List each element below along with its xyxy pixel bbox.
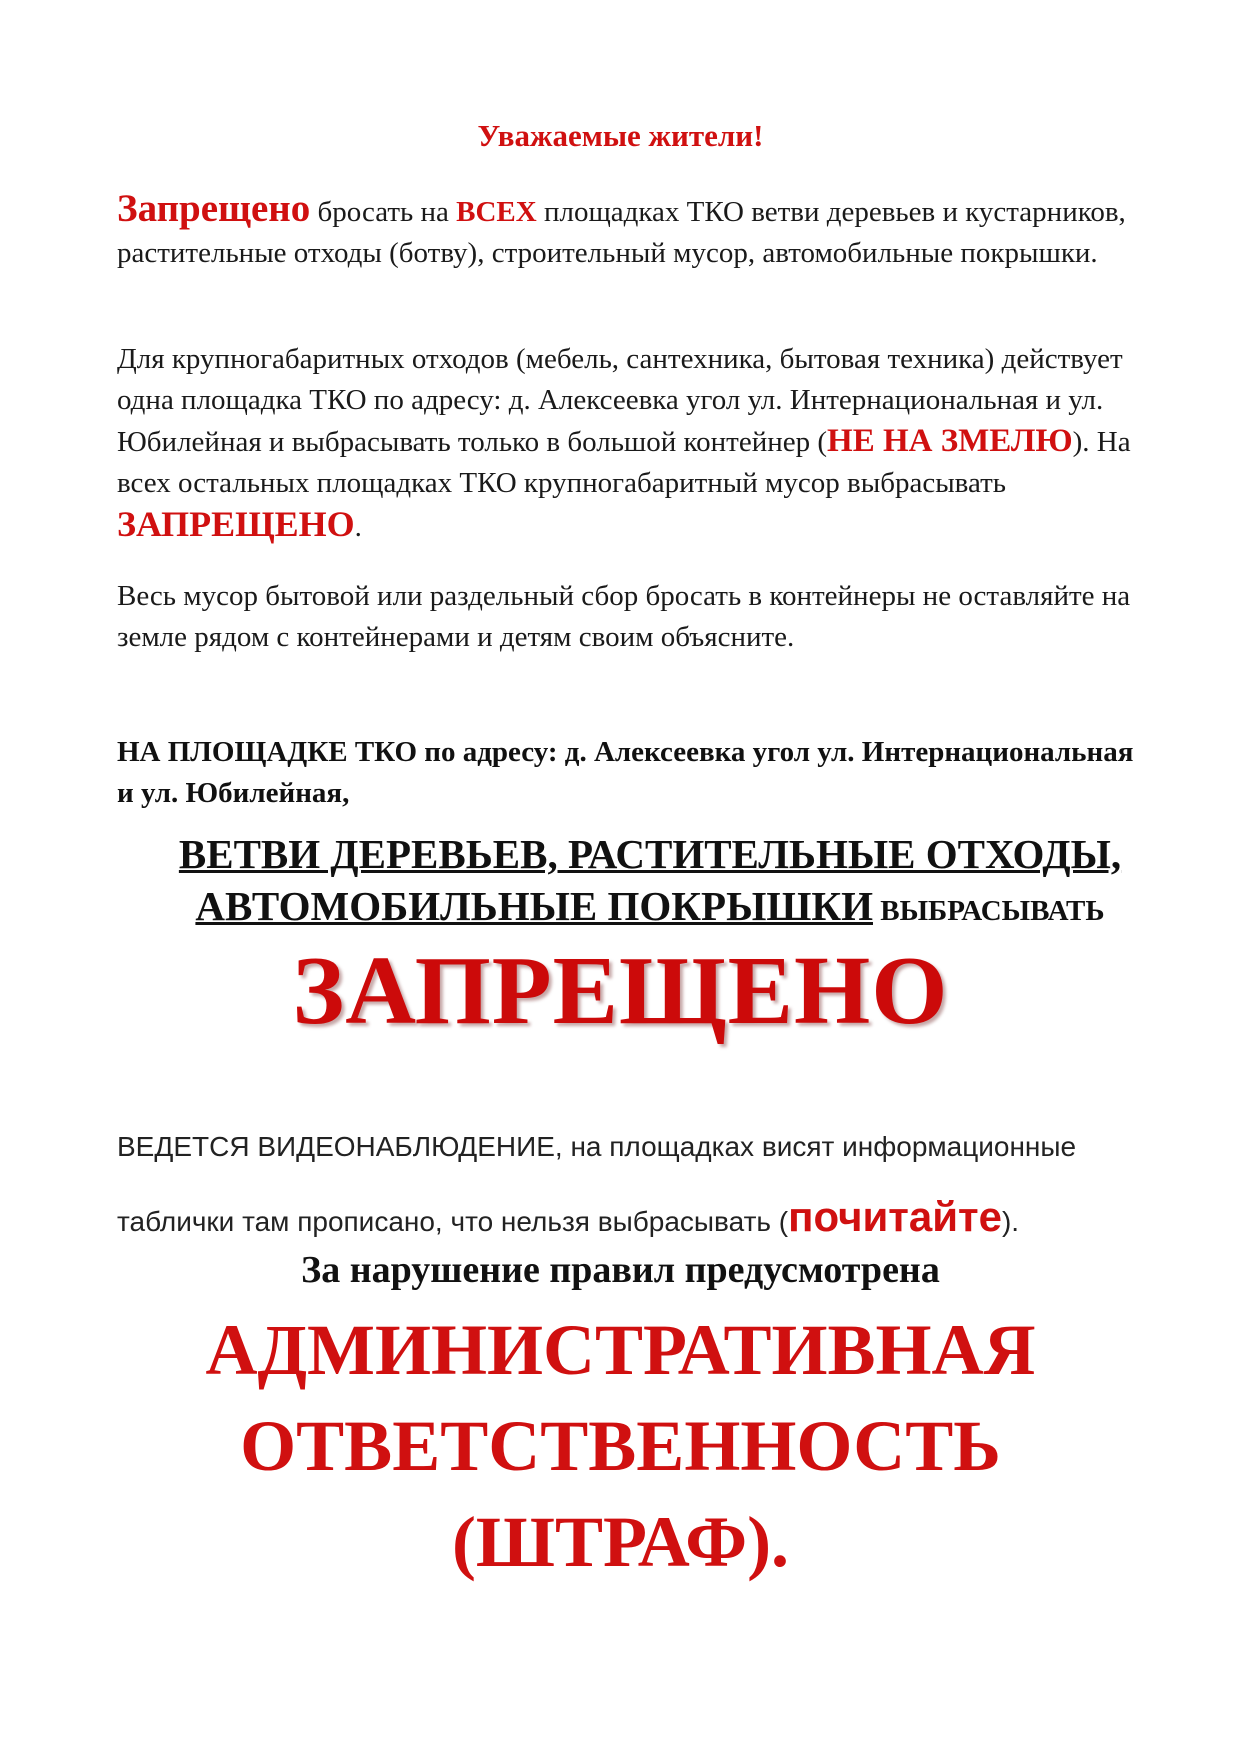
bulky-waste-paragraph — [117, 339, 1147, 548]
video-surveillance-paragraph — [117, 1112, 1147, 1257]
not-on-ground-warning: НЕ НА ЗМЕЛЮ — [827, 423, 1073, 459]
ban-paragraph — [117, 188, 1147, 274]
greeting-heading: Уважаемые жители! — [477, 118, 764, 153]
headline-line1: ВЕТВИ ДЕРЕВЬЕВ, РАСТИТЕЛЬНЫЕ ОТХОДЫ, — [178, 831, 1122, 877]
bulky-text-part1: Для крупногабаритных отходов (мебель, сантехника, бытовая техника) действует одна площадка ТКО по адресу: д. Алексеевка угол ул. Интернациональная и ул. Юбилейная и выбрасывать только в большой контейнер ( — [117, 343, 1123, 458]
surveillance-text: ВЕДЕТСЯ ВИДЕОНАБЛЮДЕНИЕ, на площадках висят информационные таблички там прописано, что нельзя выбрасывать ( — [117, 1131, 1077, 1237]
headline-line2-tail: ВЫБРАСЫВАТЬ — [872, 895, 1105, 927]
prohibited-items-headline — [150, 828, 1150, 932]
violation-text: За нарушение правил предусмотрена — [301, 1249, 940, 1291]
containers-paragraph: Весь мусор бытовой или раздельный сбор бросать в контейнеры не оставляйте на земле рядом с контейнерами и детям своим объясните. — [117, 580, 1131, 653]
ban-lead-word: Запрещено — [117, 187, 311, 230]
liability-line1: АДМИНИСТРАТИВНАЯ — [205, 1310, 1036, 1390]
ban-text-part1: бросать на — [310, 196, 457, 228]
liability-banner — [0, 1302, 1241, 1590]
headline-line2: АВТОМОБИЛЬНЫЕ ПОКРЫШКИ — [195, 883, 873, 929]
bulky-text-end: . — [354, 511, 362, 543]
ban-text-part2: площадках ТКО ветви деревьев и кустарников, растительные отходы (ботву), строительный мусор, автомобильные покрышки. — [117, 196, 1126, 269]
big-forbidden-banner: ЗАПРЕЩЕНО — [292, 937, 949, 1045]
liability-line3: (ШТРАФ). — [451, 1502, 790, 1582]
surveillance-text-end: ). — [1001, 1206, 1020, 1237]
read-prompt: почитайте — [788, 1193, 1002, 1240]
bulky-text-part2: ). На всех остальных площадках ТКО крупногабаритный мусор выбрасывать — [117, 426, 1131, 499]
ban-emphasis: ВСЕХ — [456, 196, 537, 228]
bulky-forbidden-word: ЗАПРЕЩЕНО — [117, 504, 355, 544]
liability-line2: ОТВЕТСТВЕННОСТЬ — [240, 1406, 1001, 1486]
site-address-paragraph: НА ПЛОЩАДКЕ ТКО по адресу: д. Алексеевка угол ул. Интернациональная и ул. Юбилейная, — [117, 736, 1134, 809]
